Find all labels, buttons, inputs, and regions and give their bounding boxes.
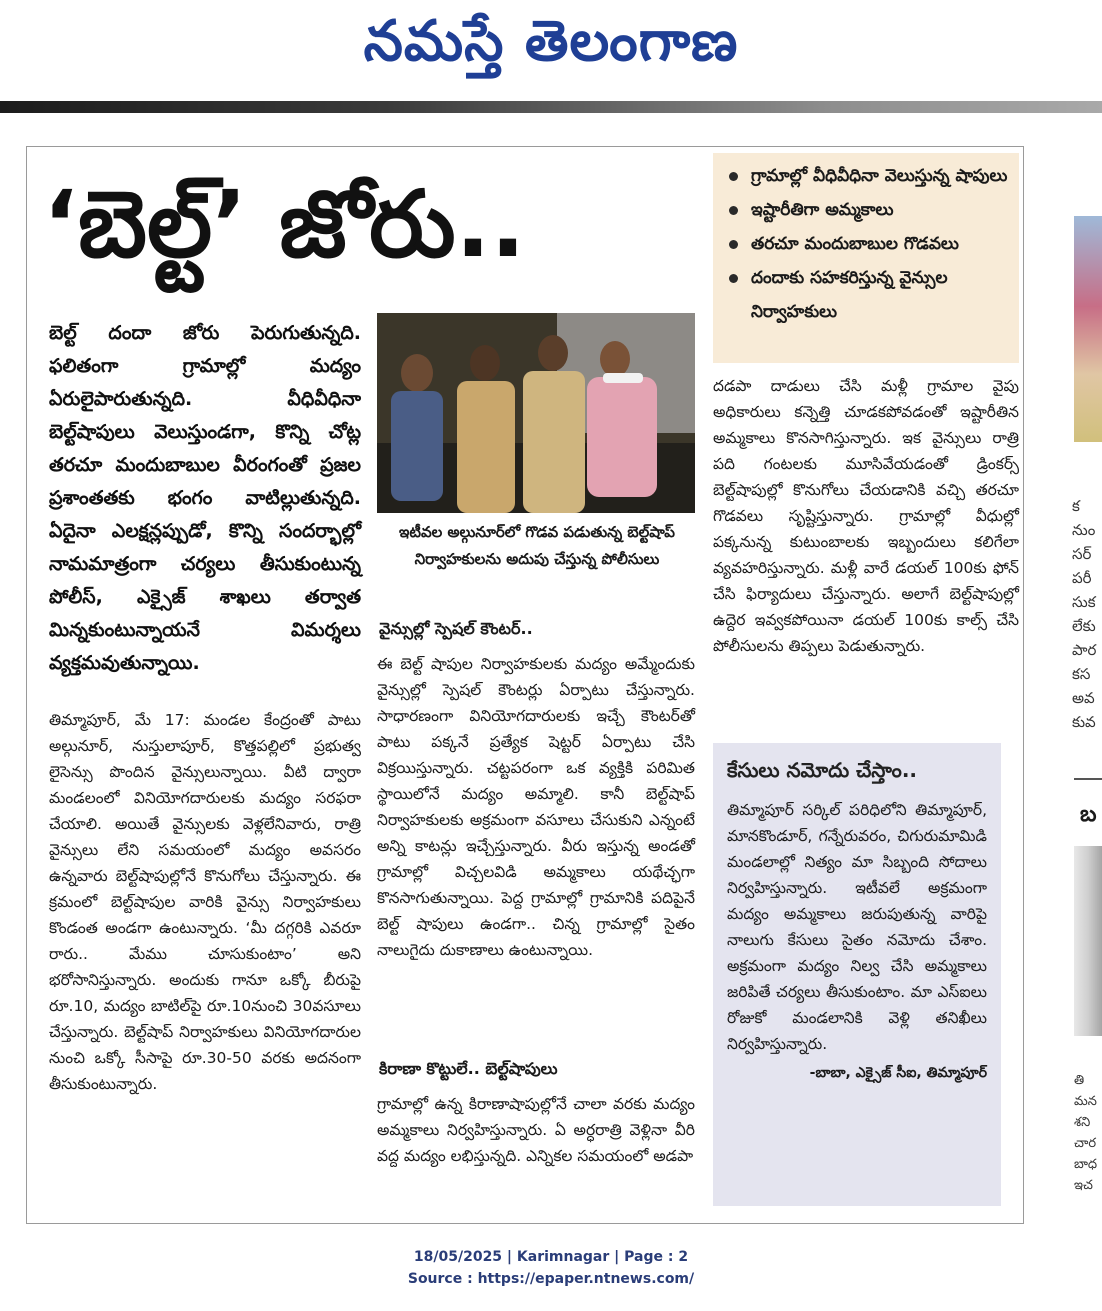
quote-signature: -బాబా, ఎక్సైజ్ సీఐ, తిమ్మాపూర్	[809, 1065, 987, 1081]
adjacent-article-photo	[1074, 216, 1102, 442]
page-footer	[0, 1246, 1102, 1290]
highlight-item	[723, 193, 1019, 227]
source-link[interactable]: Source : https://epaper.ntnews.com/	[407, 1271, 695, 1287]
adjacent-text-line: ఇచ	[1074, 1178, 1093, 1193]
body-column-3	[713, 373, 1019, 659]
highlight-item	[723, 227, 1019, 261]
adjacent-text-line: లేకు	[1072, 617, 1096, 635]
body-column-1	[49, 707, 361, 1097]
highlight-text: దందాకు సహకరిస్తున్న వైన్సుల నిర్వాహకులు	[751, 268, 948, 322]
highlight-text: ఇష్టారీతిగా అమ్మకాలు	[751, 200, 894, 220]
adjacent-text-line: తి	[1074, 1073, 1085, 1088]
quote-box-body: తిమ్మాపూర్ సర్కిల్ పరిధిలోని తిమ్మాపూర్, మానకొండూర్, గన్నేరువరం, చిగురుమామిడి మండలాల్లో నిత్యం మా సిబ్బంది సోదాలు నిర్వహిస్తున్నారు. ఇటీవలే అక్రమంగా మద్యం అమ్మకాలు జరుపుతున్న వారిపై నాలుగు కేసులు సైతం నమోదు చేశాం. అక్రమంగా మద్యం నిల్వ చేసి అమ్మకాలు జరిపితే చర్యలు తీసుకుంటాం. మా ఎస్ఐలు రోజుకో మండలానికి వెళ్లి తనిఖీలు నిర్వహిస్తున్నారు.	[727, 801, 987, 1053]
masthead	[0, 0, 1102, 100]
body-paragraph: గ్రామాల్లో ఉన్న కిరాణాషాపుల్లోనే చాలా వరకు మద్యం అమ్మకాలు నిర్వహిస్తున్నారు. ఏ అర్ధరాత్రి వెళ్లినా వీరి వద్ద మద్యం లభిస్తున్నది. ఎన్నికల సమయంలో అడపా	[377, 1095, 695, 1165]
adjacent-text-line: బాధ	[1074, 1157, 1098, 1172]
adjacent-text-line: నుం	[1072, 521, 1096, 539]
adjacent-article-photo-2	[1074, 846, 1102, 1036]
body-column-2b	[377, 1091, 695, 1169]
adjacent-text-line: కువ	[1072, 713, 1096, 731]
highlights-box	[713, 153, 1019, 363]
body-column-2a	[377, 651, 695, 963]
adjacent-article-text	[1072, 494, 1102, 794]
news-photo	[377, 313, 695, 513]
headline: ‘బెల్ట్’ జోరు..	[43, 171, 526, 278]
police-photo-illustration	[377, 313, 695, 513]
subheading-kirana-shops: కిరాణా కొట్టులే.. బెల్ట్‌షాపులు	[379, 1059, 558, 1078]
highlight-item	[723, 261, 1019, 329]
body-paragraph: ఈ బెల్ట్ షాపుల నిర్వాహకులకు మద్యం అమ్మేందుకు వైన్సుల్లో స్పెషల్ కౌంటర్లు ఏర్పాటు చేస్తున్నారు. సాధారణంగా వినియోగదారులకు ఇచ్చే కౌంటర్‌తో పాటు పక్కనే ప్రత్యేక షెట్టర్ ఏర్పాటు చేసి విక్రయిస్తున్నారు. చట్టపరంగా ఒక వ్యక్తికి పరిమిత స్థాయిలోనే మద్యం అమ్మాలి. కానీ బెల్ట్‌షాప్ నిర్వాహకులకు అక్రమంగా వసూలు చేసుకుని ఎన్నంటే అన్ని కాటన్లు ఇచ్చేస్తున్నారు. వీరు ఇస్తున్న అండతో గ్రామాల్లో విచ్చలవిడి అమ్మకాలు యథేచ్ఛగా కొనసాగుతున్నాయి. పెద్ద గ్రామాల్లో గ్రామానికి పదిపైనే బెల్ట్ షాపులు ఉండగా.. చిన్న గ్రామాల్లో సైతం నాలుగైదు దుకాణాలు ఉంటున్నాయి.	[377, 655, 695, 959]
body-paragraph: తిమ్మాపూర్, మే 17: మండల కేంద్రంతో పాటు అల్గునూర్, నుస్తులాపూర్, కొత్తపల్లిలో ప్రభుత్వ లైసెన్సు పొందిన వైన్సులున్నాయి. వీటి ద్వారా మండలంలో వినియోగదారులకు మద్యం సరఫరా చేయాలి. అయితే వైన్సులకు వెళ్లలేనివారు, రాత్రి వైన్సులు లేని సమయంలో మద్యం అవసరం ఉన్నవారు బెల్ట్‌షాపుల్లోనే కొనుగోలు చేస్తున్నారు. ఈ క్రమంలో బెల్ట్‌షాపుల వారికి వైన్సు నిర్వాహకులు కొండంత అండగా ఉంటున్నారు. ‘మీ దగ్గరికి ఎవరూ రారు.. మేము చూసుకుంటాం’ అని భరోసానిస్తున్నారు. అందుకు గానూ ఒక్కో బీరుపై రూ.10, మద్యం బాటిల్‌పై రూ.10నుంచి 30వసూలు చేస్తున్నారు. బెల్ట్‌షాప్ నిర్వాహకులు వినియోగదారుల నుంచి ఒక్కో సీసాపై రూ.30-50 వరకు అదనంగా తీసుకుంటున్నారు.	[49, 711, 361, 1093]
body-paragraph: దడపా దాడులు చేసి మళ్లీ గ్రామాల వైపు అధికారులు కన్నెత్తి చూడకపోవడంతో ఇష్టారీతిన అమ్మకాలు కొనసాగిస్తున్నారు. ఇక వైన్సులు రాత్రి పది గంటలకు మూసివేయడంతో డ్రింకర్స్ బెల్ట్‌షాపుల్లో కొనుగోలు చేయడానికి వచ్చి తరచూ గొడవలు సృష్టిస్తున్నారు. గ్రామాల్లో వీధుల్లో పక్కనున్న కుటుంబాలకు ఇబ్బందులు కలిగేలా వ్యవహరిస్తున్నారు. మళ్లీ వారే డయల్ 100కు ఫోన్ చేసి ఫిర్యాదులు చేస్తున్నారు. అలాగే బెల్ట్‌షాపుల్లో ఉద్దెర ఇవ్వకపోయినా డయల్ 100కు కాల్స్ చేసి పోలీసులను తిప్పలు పెడుతున్నారు.	[713, 377, 1019, 655]
intro-paragraph: బెల్ట్ దందా జోరు పెరుగుతున్నది. ఫలితంగా గ్రామాల్లో మద్యం ఏరులైపారుతున్నది. వీధివీధినా బెల్ట్‌షాపులు వెలుస్తుండగా, కొన్ని చోట్ల తరచూ మందుబాబుల వీరంగంతో ప్రజల ప్రశాంతతకు భంగం వాటిల్లుతున్నది. ఏదైనా ఎలక్షన్లప్పుడో, కొన్ని సందర్భాల్లో నామమాత్రంగా చర్యలు తీసుకుంటున్న పోలీస్, ఎక్సైజ్ శాఖలు తర్వాత మిన్నకుంటున్నాయనే విమర్శలు వ్యక్తమవుతున్నాయి.	[49, 322, 361, 674]
quote-box-title: కేసులు నమోదు చేస్తాం..	[727, 758, 918, 782]
masthead-rule	[0, 101, 1102, 113]
highlight-item	[723, 159, 1019, 193]
subheading-special-counter: వైన్సుల్లో స్పెషల్ కౌంటర్..	[379, 619, 533, 638]
bullet-icon	[729, 240, 738, 249]
adjacent-text-line: అవ	[1072, 689, 1095, 707]
adjacent-text-line: సర్	[1072, 545, 1092, 563]
adjacent-text-line: పార	[1072, 641, 1097, 659]
edition-info: 18/05/2025 | Karimnagar | Page : 2	[413, 1249, 689, 1265]
bullet-icon	[729, 206, 738, 215]
official-quote-box	[713, 743, 1001, 1206]
article-panel	[26, 146, 1024, 1224]
adjacent-text-line: మన	[1074, 1094, 1097, 1109]
adjacent-divider	[1074, 778, 1102, 780]
adjacent-article-text-2	[1074, 1070, 1102, 1230]
highlight-text: గ్రామాల్లో వీధివీధినా వెలుస్తున్న షాపులు	[751, 166, 1008, 186]
newspaper-logo: నమస్తే తెలంగాణ	[363, 8, 739, 74]
bullet-icon	[729, 274, 738, 283]
adjacent-text-line: క	[1072, 497, 1080, 515]
adjacent-headline-fragment: బ	[1080, 802, 1097, 827]
adjacent-text-line: సుక	[1072, 593, 1096, 611]
adjacent-text-line: శని	[1074, 1115, 1091, 1130]
adjacent-text-line: కస	[1072, 665, 1091, 683]
highlight-text: తరచూ మందుబాబుల గొడవలు	[751, 234, 959, 254]
bullet-icon	[729, 172, 738, 181]
adjacent-text-line: పరీ	[1072, 569, 1092, 587]
adjacent-text-line: చార	[1074, 1136, 1097, 1151]
photo-caption: ఇటీవల అల్గునూర్‌లో గొడవ పడుతున్న బెల్ట్‌షాప్ నిర్వాహకులను అదుపు చేస్తున్న పోలీసులు	[399, 523, 675, 568]
